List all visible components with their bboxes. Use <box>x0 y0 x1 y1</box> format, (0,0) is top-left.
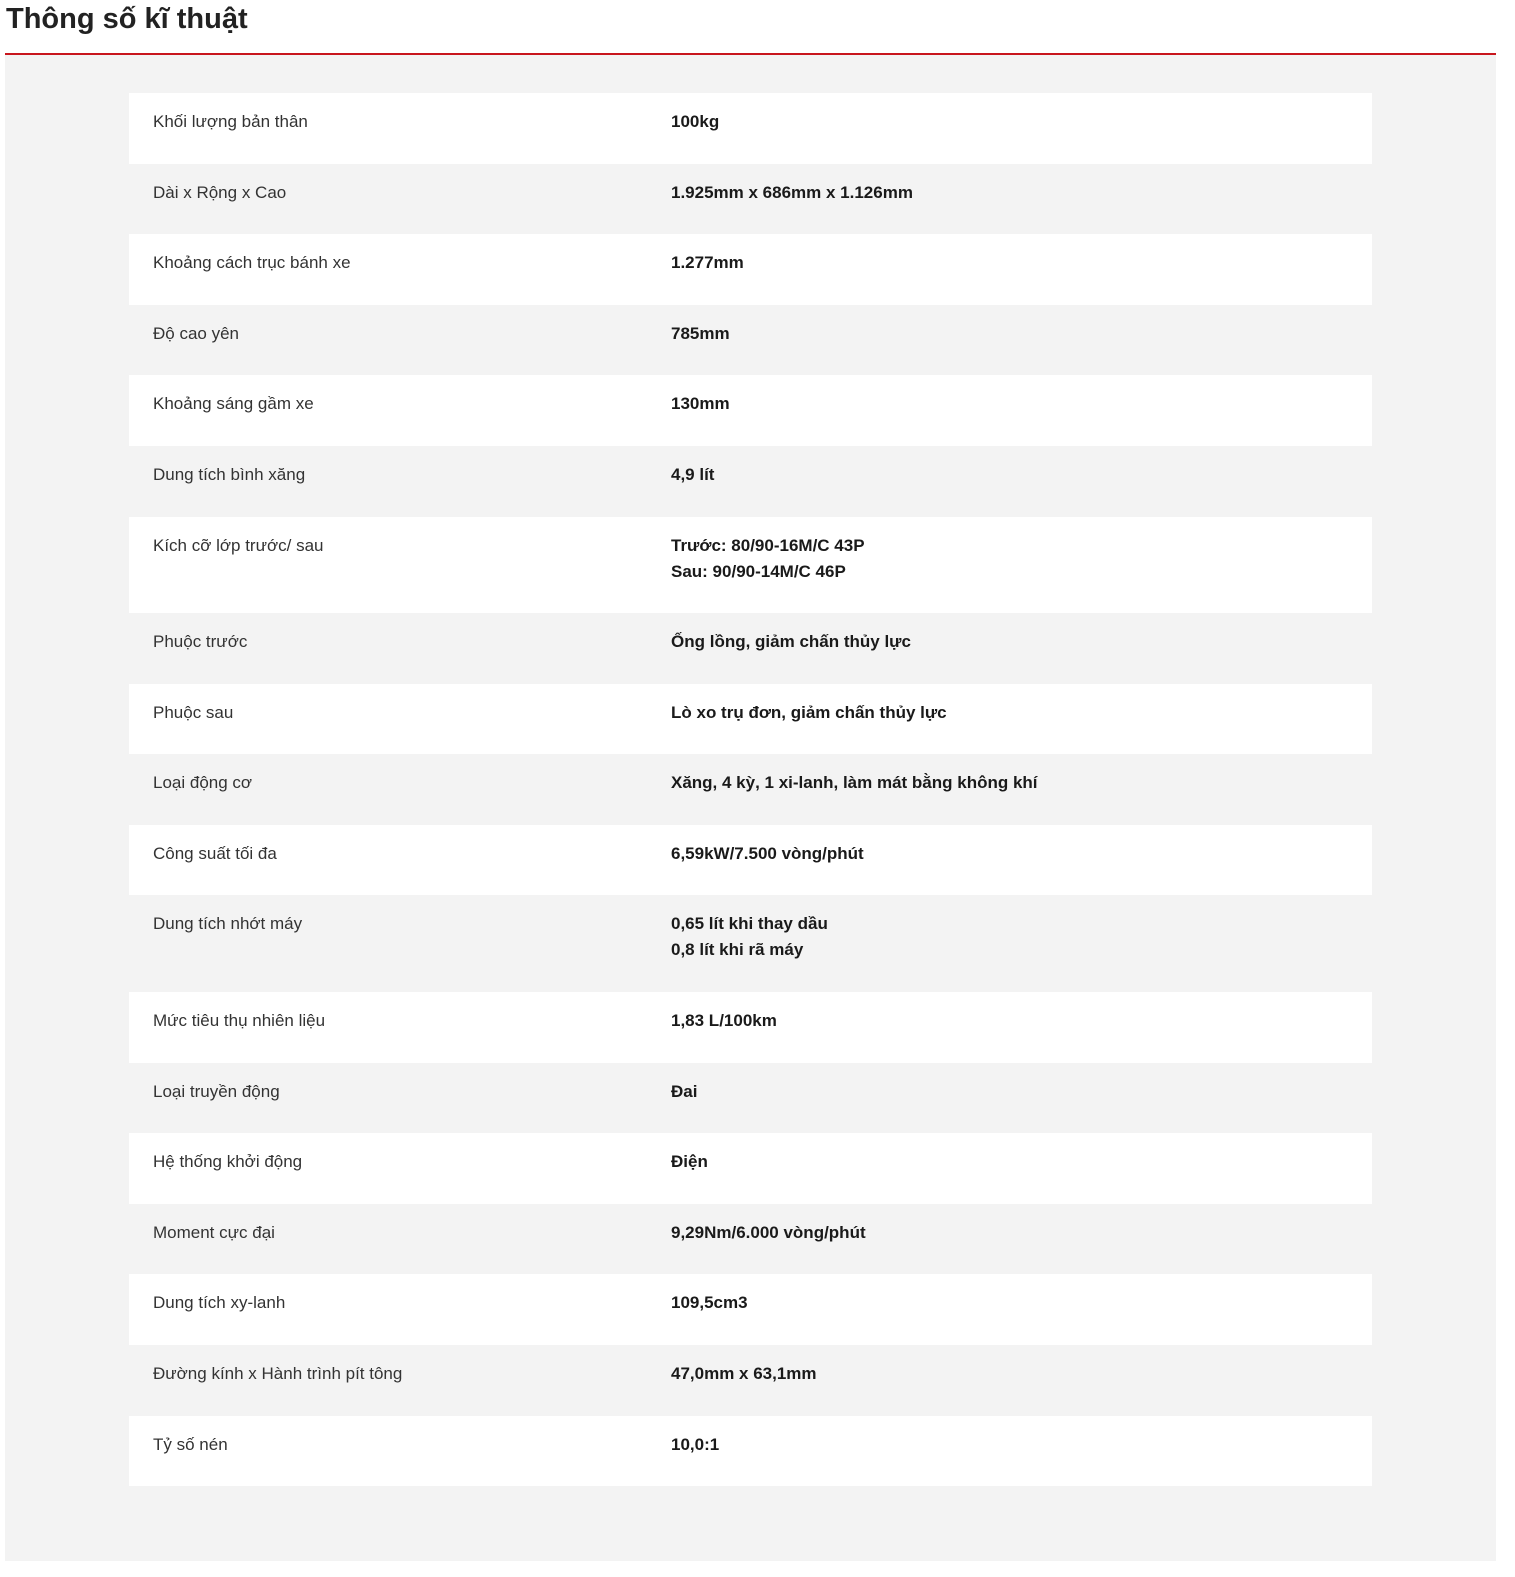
spec-value <box>647 1204 1372 1275</box>
spec-label: Khoảng sáng gầm xe <box>153 394 314 414</box>
spec-value-line: 130mm <box>671 394 730 414</box>
spec-value <box>647 754 1372 825</box>
spec-row <box>129 305 1372 376</box>
spec-row <box>129 1063 1372 1134</box>
spec-value <box>647 1345 1372 1416</box>
spec-value <box>647 446 1372 517</box>
spec-table-body <box>129 93 1372 1486</box>
spec-label: Dung tích bình xăng <box>153 464 306 484</box>
spec-value <box>647 93 1372 164</box>
spec-value-line: 47,0mm x 63,1mm <box>671 1363 817 1383</box>
spec-label: Dài x Rộng x Cao <box>153 182 287 202</box>
spec-value-line: Trước: 80/90-16M/C 43P <box>671 535 865 555</box>
spec-panel <box>5 55 1496 1561</box>
spec-value-line: 6,59kW/7.500 vòng/phút <box>671 843 864 863</box>
spec-label: Khoảng cách trục bánh xe <box>153 253 351 273</box>
spec-label: Dung tích nhớt máy <box>153 914 303 934</box>
spec-value <box>647 613 1372 684</box>
spec-value <box>647 1063 1372 1134</box>
spec-value-line: Xăng, 4 kỳ, 1 xi-lanh, làm mát bằng không khí <box>671 773 1038 793</box>
spec-value-line: 100kg <box>671 112 720 131</box>
spec-row <box>129 446 1372 517</box>
spec-value <box>647 375 1372 446</box>
spec-label: Loại truyền động <box>153 1081 280 1101</box>
page-title: Thông số kĩ thuật <box>6 3 248 35</box>
spec-label: Khối lượng bản thân <box>153 112 308 131</box>
spec-row <box>129 754 1372 825</box>
spec-value-line: Điện <box>671 1152 708 1172</box>
spec-value <box>647 164 1372 235</box>
spec-label: Đường kính x Hành trình pít tông <box>153 1363 403 1383</box>
spec-table <box>129 93 1372 1486</box>
spec-row <box>129 1416 1372 1487</box>
spec-label: Tỷ số nén <box>153 1434 228 1454</box>
spec-value-line: 1.925mm x 686mm x 1.126mm <box>671 182 913 202</box>
spec-value <box>647 992 1372 1063</box>
spec-label: Hệ thống khởi động <box>153 1152 303 1172</box>
spec-label: Phuộc trước <box>153 632 248 652</box>
spec-row <box>129 1345 1372 1416</box>
spec-value-line: 10,0:1 <box>671 1434 720 1454</box>
spec-label: Mức tiêu thụ nhiên liệu <box>153 1010 326 1030</box>
spec-label: Moment cực đại <box>153 1222 275 1242</box>
spec-label: Kích cỡ lớp trước/ sau <box>153 535 324 555</box>
spec-value <box>647 825 1372 896</box>
spec-row <box>129 895 1372 992</box>
spec-value-line: 4,9 lít <box>671 464 715 484</box>
spec-value <box>647 1274 1372 1345</box>
spec-value <box>647 234 1372 305</box>
spec-row <box>129 684 1372 755</box>
spec-row <box>129 1204 1372 1275</box>
spec-value <box>647 1133 1372 1204</box>
spec-row <box>129 375 1372 446</box>
spec-value-line: 0,8 lít khi rã máy <box>671 940 804 960</box>
spec-row <box>129 164 1372 235</box>
spec-row <box>129 613 1372 684</box>
spec-value-line: Sau: 90/90-14M/C 46P <box>671 561 846 581</box>
spec-value <box>647 305 1372 376</box>
spec-value-line: 9,29Nm/6.000 vòng/phút <box>671 1222 866 1242</box>
spec-value <box>647 1416 1372 1487</box>
spec-value-line: 1.277mm <box>671 253 744 273</box>
spec-row <box>129 1274 1372 1345</box>
spec-row <box>129 1133 1372 1204</box>
spec-row <box>129 93 1372 164</box>
spec-label: Loại động cơ <box>153 773 253 793</box>
spec-value-line: Đai <box>671 1081 698 1101</box>
spec-label: Độ cao yên <box>153 323 239 343</box>
spec-row <box>129 517 1372 614</box>
spec-value-line: 109,5cm3 <box>671 1293 748 1313</box>
spec-row <box>129 992 1372 1063</box>
spec-value-line: 785mm <box>671 323 730 343</box>
spec-label: Công suất tối đa <box>153 843 277 863</box>
spec-value-line: 1,83 L/100km <box>671 1010 777 1030</box>
spec-value-line: Ống lồng, giảm chấn thủy lực <box>671 632 911 652</box>
spec-row <box>129 825 1372 896</box>
spec-value-line: 0,65 lít khi thay dầu <box>671 914 828 934</box>
spec-label: Dung tích xy-lanh <box>153 1293 286 1313</box>
spec-label: Phuộc sau <box>153 702 234 722</box>
spec-row <box>129 234 1372 305</box>
spec-value-line: Lò xo trụ đơn, giảm chấn thủy lực <box>671 702 947 722</box>
spec-value <box>647 517 1372 614</box>
spec-value <box>647 684 1372 755</box>
spec-value <box>647 895 1372 992</box>
